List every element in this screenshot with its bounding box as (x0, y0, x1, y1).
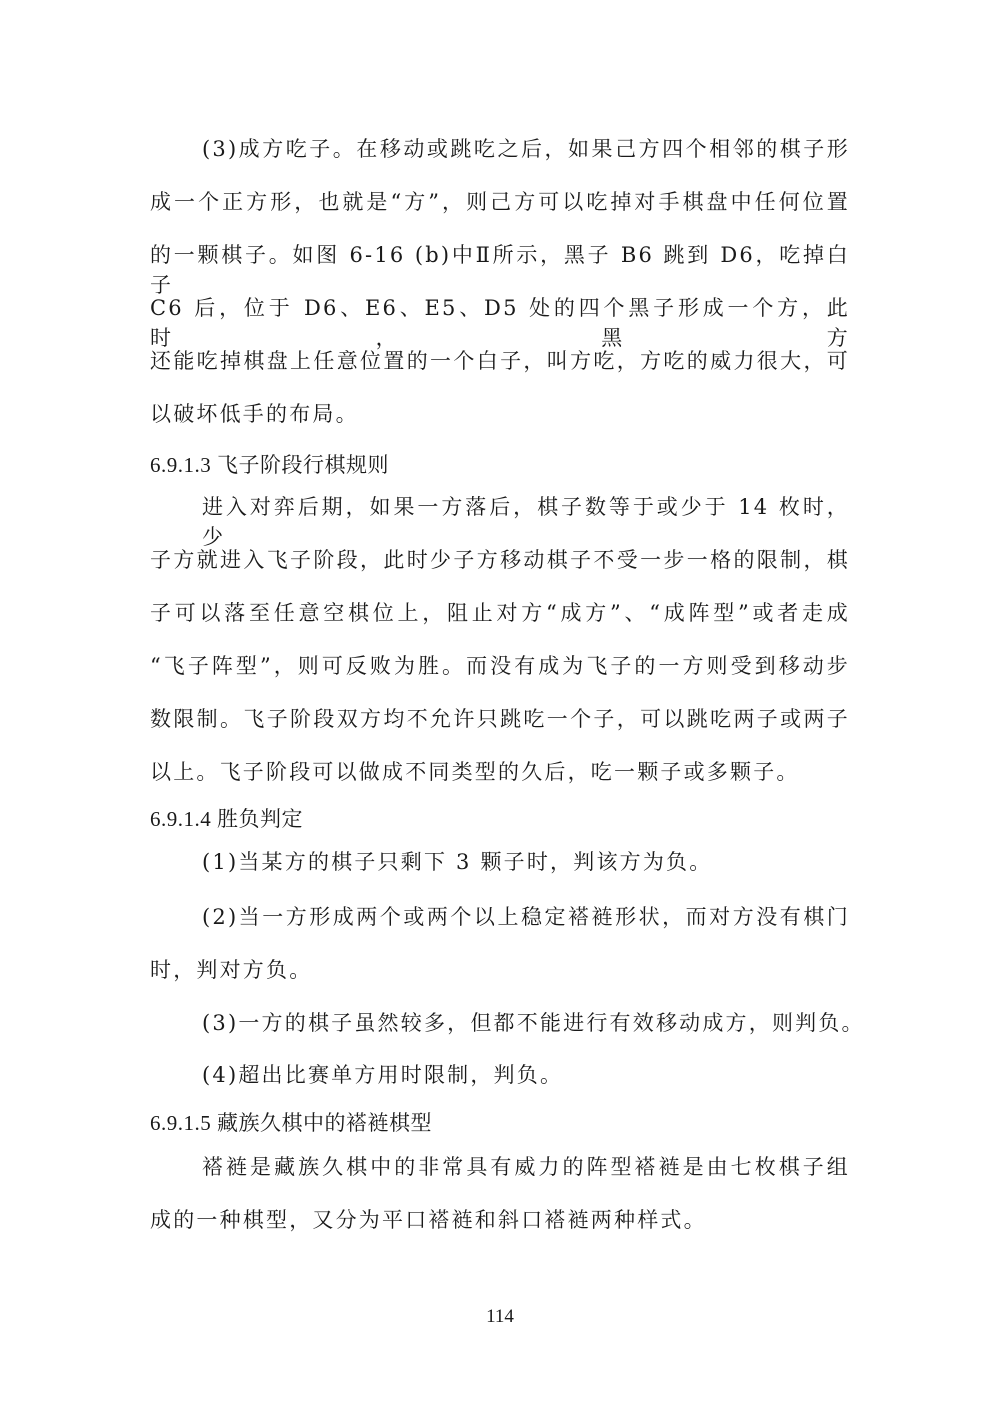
paragraph-line: 褡裢是藏族久棋中的非常具有威力的阵型褡裢是由七枚棋子组 (202, 1155, 850, 1179)
paragraph-line: (3)成方吃子。在移动或跳吃之后，如果己方四个相邻的棋子形 (202, 137, 850, 161)
paragraph-line: (2)当一方形成两个或两个以上稳定褡裢形状，而对方没有棋门 (202, 905, 850, 929)
paragraph-line: 以破坏低手的布局。 (150, 402, 359, 426)
paragraph-line: “飞子阵型”，则可反败为胜。而没有成为飞子的一方则受到移动步 (150, 654, 850, 678)
paragraph-line: 时，判对方负。 (150, 958, 313, 982)
page-number: 114 (486, 1306, 514, 1327)
paragraph-line: 数限制。飞子阶段双方均不允许只跳吃一个子，可以跳吃两子或两子 (150, 707, 850, 731)
paragraph-line: 进入对弈后期，如果一方落后，棋子数等于或少于 14 枚时，少 (202, 495, 850, 549)
paragraph-line: C6 后，位于 D6、E6、E5、D5 处的四个黑子形成一个方，此时，黑方 (150, 296, 850, 350)
paragraph-line: 以上。飞子阶段可以做成不同类型的久后，吃一颗子或多颗子。 (150, 760, 800, 784)
section-heading: 6.9.1.4 胜负判定 (150, 807, 303, 831)
paragraph-line: 子方就进入飞子阶段，此时少子方移动棋子不受一步一格的限制，棋 (150, 548, 850, 572)
paragraph-line: 还能吃掉棋盘上任意位置的一个白子，叫方吃，方吃的威力很大，可 (150, 349, 850, 373)
section-heading: 6.9.1.3 飞子阶段行棋规则 (150, 453, 389, 477)
paragraph-line: 的一颗棋子。如图 6-16 (b)中Ⅱ所示，黑子 B6 跳到 D6，吃掉白子 (150, 243, 850, 297)
paragraph-line: 成的一种棋型，又分为平口褡裢和斜口褡裢两种样式。 (150, 1208, 707, 1232)
paragraph-line: (4)超出比赛单方用时限制，判负。 (202, 1063, 564, 1087)
paragraph-line: 成一个正方形，也就是“方”，则己方可以吃掉对手棋盘中任何位置 (150, 190, 850, 214)
paragraph-line: (1)当某方的棋子只剩下 3 颗子时，判该方为负。 (202, 850, 713, 874)
paragraph-line: (3)一方的棋子虽然较多，但都不能进行有效移动成方，则判负。 (202, 1011, 865, 1035)
section-heading: 6.9.1.5 藏族久棋中的褡裢棋型 (150, 1111, 432, 1135)
paragraph-line: 子可以落至任意空棋位上，阻止对方“成方”、“成阵型”或者走成 (150, 601, 850, 625)
